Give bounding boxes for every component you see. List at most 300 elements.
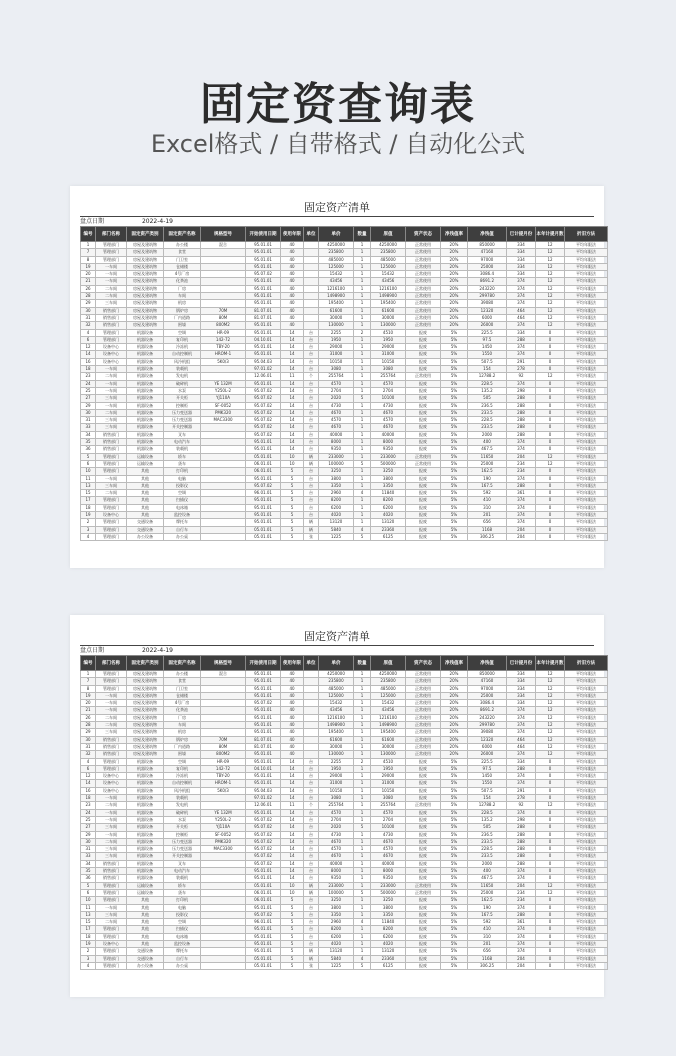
table-cell: 14 [281, 758, 304, 765]
table-cell: 报废 [406, 897, 441, 904]
table-cell: 台 [304, 897, 319, 904]
table-cell: 10150 [371, 787, 406, 794]
table-cell: 130000 [371, 751, 406, 758]
table-cell: 288 [507, 838, 536, 845]
table-cell: 0 [536, 831, 565, 838]
table-cell: 1 [354, 497, 371, 504]
table-cell: 500000 [371, 889, 406, 896]
table-cell: 195400 [319, 300, 354, 307]
table-cell: 20% [441, 300, 468, 307]
table-cell: 台 [304, 838, 319, 845]
table-cell: 5K0/3 [201, 358, 246, 365]
table-cell: 95.01.01 [246, 707, 281, 714]
table-cell: 台 [304, 860, 319, 867]
table-cell: 平均年限法 [565, 919, 608, 926]
table-cell: 1 [354, 387, 371, 394]
table-cell: 4250000 [371, 671, 406, 678]
table-cell: 2020 [319, 395, 354, 402]
table-cell: 47160 [468, 249, 507, 256]
table-cell: 正常使用 [406, 700, 441, 707]
table-cell: 162.5 [468, 468, 507, 475]
table-cell: 控制柜 [164, 831, 201, 838]
table-cell: 334 [507, 242, 536, 249]
table-cell: 设备中心 [96, 773, 127, 780]
table-cell: 报废 [406, 926, 441, 933]
table-cell: 三车间 [96, 424, 127, 431]
table-cell: 656 [468, 519, 507, 526]
table-cell: 36 [81, 875, 96, 882]
table-cell: 风冷机组 [164, 358, 201, 365]
table-cell: 5% [441, 482, 468, 489]
table-cell: 95.01.01 [246, 249, 281, 256]
table-cell: 23360 [371, 955, 406, 962]
table-row [81, 439, 608, 446]
page-subtitle: Excel格式 / 自带格式 / 自动化公式 [150, 130, 526, 158]
table-cell: 361 [507, 919, 536, 926]
table-cell: 平均年限法 [565, 948, 608, 955]
table-cell: 一车间 [96, 904, 127, 911]
table-cell: 扫描仪 [164, 497, 201, 504]
table-row [81, 787, 608, 794]
table-cell: 0 [536, 787, 565, 794]
table-cell: 管理部门 [96, 453, 127, 460]
table-row [81, 809, 608, 816]
table-cell: 4570 [319, 417, 354, 424]
table-cell: 设备中心 [96, 344, 127, 351]
table-cell: 1 [354, 380, 371, 387]
table-cell: HR-09 [201, 329, 246, 336]
table-cell: 1 [354, 671, 371, 678]
table-cell: 张 [304, 533, 319, 540]
table-cell: 平均年限法 [565, 707, 608, 714]
table-cell: 1498900 [319, 293, 354, 300]
table-cell: 机器设备 [127, 765, 164, 772]
table-cell: 0 [536, 955, 565, 962]
table-row [81, 351, 608, 358]
table-cell: 车间 [164, 722, 201, 729]
column-header: 编号 [81, 656, 96, 671]
table-cell [304, 714, 319, 721]
table-cell: 334 [507, 678, 536, 685]
table-cell: 管理部门 [96, 926, 127, 933]
table-cell: 4730 [371, 831, 406, 838]
table-cell: 12 [536, 678, 565, 685]
table-cell: 厂内道路 [164, 314, 201, 321]
table-cell: 房屋及建筑物 [127, 307, 164, 314]
table-cell: 400 [468, 439, 507, 446]
table-row [81, 933, 608, 940]
table-cell: 0 [536, 795, 565, 802]
table-cell: 20% [441, 271, 468, 278]
table-cell: 办公楼 [164, 671, 201, 678]
table-cell: 8200 [371, 497, 406, 504]
table-cell: 1498900 [371, 722, 406, 729]
meta-label: 盘点日期 [80, 218, 105, 225]
table-cell: 平均年限法 [565, 816, 608, 823]
table-cell: 平均年限法 [565, 685, 608, 692]
table-cell: 40 [281, 707, 304, 714]
table-cell: 报废 [406, 424, 441, 431]
table-cell: 机器设备 [127, 853, 164, 860]
table-cell: 1550 [468, 351, 507, 358]
table-cell: 报废 [406, 336, 441, 343]
table-cell: 开关柜 [164, 395, 201, 402]
table-cell: 1 [354, 802, 371, 809]
table-cell: 18 [81, 504, 96, 511]
table-row [81, 868, 608, 875]
table-cell: 30 [81, 409, 96, 416]
asset-table [80, 226, 608, 541]
table-cell: 二车间 [96, 409, 127, 416]
table-cell: 管理部门 [96, 685, 127, 692]
table-cell [201, 439, 246, 446]
table-cell: 房屋及建筑物 [127, 714, 164, 721]
table-cell: 4570 [371, 846, 406, 853]
table-cell: 5 [281, 497, 304, 504]
table-cell: 20% [441, 314, 468, 321]
table-cell: 1 [354, 504, 371, 511]
table-cell: 32 [81, 751, 96, 758]
table-row [81, 293, 608, 300]
table-cell: 平均年限法 [565, 519, 608, 526]
table-cell: 850000 [468, 671, 507, 678]
table-cell: 334 [507, 758, 536, 765]
table-cell: 机器设备 [127, 380, 164, 387]
table-cell: 4 [81, 758, 96, 765]
table-cell: 平均年限法 [565, 795, 608, 802]
table-cell [201, 511, 246, 518]
table-cell: 报废 [406, 853, 441, 860]
table-cell: 管理部门 [96, 468, 127, 475]
table-cell: 台 [304, 329, 319, 336]
table-cell: 4号厂房 [164, 271, 201, 278]
table-cell: 97.5 [468, 765, 507, 772]
table-cell: 风冷机组 [164, 787, 201, 794]
column-header: 部门名称 [96, 656, 127, 671]
table-cell: 3080 [319, 366, 354, 373]
table-cell: 报废 [406, 490, 441, 497]
table-cell: 其他 [127, 497, 164, 504]
table-cell: 冷冻机 [164, 344, 201, 351]
table-cell: 平均年限法 [565, 904, 608, 911]
table-cell: 3350 [319, 911, 354, 918]
table-cell: 12788.2 [468, 802, 507, 809]
table-cell: 报废 [406, 948, 441, 955]
table-cell: 20 [81, 271, 96, 278]
table-cell [201, 926, 246, 933]
table-cell: 机器设备 [127, 439, 164, 446]
table-cell: 95.01.01 [246, 285, 281, 292]
table-cell: 一车间 [96, 809, 127, 816]
table-cell: 5% [441, 453, 468, 460]
table-cell: 5 [281, 933, 304, 940]
table-cell: 5% [441, 468, 468, 475]
table-cell: 平均年限法 [565, 962, 608, 969]
table-cell: 2 [81, 948, 96, 955]
table-cell: 销售部门 [96, 446, 127, 453]
table-cell: SF-0052 [201, 402, 246, 409]
table-cell: 办公设备 [127, 533, 164, 540]
table-cell: 正常使用 [406, 678, 441, 685]
table-cell: 2020 [319, 824, 354, 831]
table-row [81, 846, 608, 853]
table-cell: 7 [81, 249, 96, 256]
table-cell: 3350 [371, 911, 406, 918]
table-cell: 正常使用 [406, 293, 441, 300]
table-cell: 平均年限法 [565, 285, 608, 292]
table-cell: 12 [536, 700, 565, 707]
table-cell: 报废 [406, 409, 441, 416]
table-cell: 374 [507, 497, 536, 504]
table-row [81, 387, 608, 394]
table-cell: 30000 [371, 314, 406, 321]
table-cell: 142-72 [201, 336, 246, 343]
table-cell: 14 [281, 380, 304, 387]
column-header: 净残值 [468, 656, 507, 671]
table-cell: 20% [441, 249, 468, 256]
table-cell: TBY-20 [201, 773, 246, 780]
table-cell [201, 729, 246, 736]
table-cell: 管理部门 [96, 671, 127, 678]
table-cell [201, 285, 246, 292]
table-cell: 1 [354, 511, 371, 518]
table-cell: 5% [441, 816, 468, 823]
table-cell: 平均年限法 [565, 729, 608, 736]
table-cell: 1 [354, 831, 371, 838]
table-cell: 销售部门 [96, 868, 127, 875]
table-cell: 正常使用 [406, 256, 441, 263]
table-row [81, 511, 608, 518]
table-cell: 29000 [371, 344, 406, 351]
table-cell: 6200 [371, 933, 406, 940]
table-cell: 485000 [319, 685, 354, 692]
table-cell: 288 [507, 831, 536, 838]
table-cell [304, 700, 319, 707]
table-cell: 306.25 [468, 533, 507, 540]
table-cell: 装载机 [164, 446, 201, 453]
table-cell: 4670 [371, 409, 406, 416]
table-cell: 三车间 [96, 853, 127, 860]
table-cell: 288 [507, 417, 536, 424]
table-cell: 5 [281, 911, 304, 918]
table-cell: 288 [507, 409, 536, 416]
table-cell: 平均年限法 [565, 446, 608, 453]
table-cell: 平均年限法 [565, 678, 608, 685]
table-cell: 平均年限法 [565, 882, 608, 889]
table-cell [201, 504, 246, 511]
table-cell: 其他 [127, 904, 164, 911]
table-cell: 39080 [468, 300, 507, 307]
table-cell: 台 [304, 439, 319, 446]
table-cell: 16 [81, 787, 96, 794]
table-cell: 办公桌 [164, 962, 201, 969]
table-cell: 空调 [164, 919, 201, 926]
table-row [81, 533, 608, 540]
table-cell: 报废 [406, 351, 441, 358]
table-cell: 234 [507, 897, 536, 904]
table-cell: 4 [81, 329, 96, 336]
table-cell: 12 [81, 773, 96, 780]
table-cell: 95.01.01 [246, 351, 281, 358]
table-cell: 投影仪 [164, 482, 201, 489]
table-cell: 电动汽车 [164, 439, 201, 446]
table-cell: 0 [536, 765, 565, 772]
table-cell: 95.01.01 [246, 300, 281, 307]
table-cell: 1 [354, 373, 371, 380]
table-cell: 243220 [468, 285, 507, 292]
table-cell: 台 [304, 511, 319, 518]
table-cell: 台 [304, 824, 319, 831]
table-cell: 平均年限法 [565, 460, 608, 467]
table-cell: 95.01.01 [246, 940, 281, 947]
table-cell: 0 [536, 446, 565, 453]
table-cell: 1 [354, 366, 371, 373]
table-cell: 台 [304, 336, 319, 343]
table-cell: 一车间 [96, 387, 127, 394]
table-row [81, 926, 608, 933]
table-cell: 81.07.01 [246, 307, 281, 314]
table-cell: 平均年限法 [565, 933, 608, 940]
table-cell: 81.07.01 [246, 743, 281, 750]
table-cell: 12320 [468, 736, 507, 743]
table-cell: 5% [441, 809, 468, 816]
table-cell: 房屋及建筑物 [127, 729, 164, 736]
table-cell: 95.01.01 [246, 692, 281, 699]
table-cell: 5 [281, 519, 304, 526]
column-header: 资产状态 [406, 227, 441, 242]
table-cell: 95.01.01 [246, 926, 281, 933]
table-cell: 40 [281, 278, 304, 285]
table-cell: 报废 [406, 875, 441, 882]
table-cell: 平均年限法 [565, 278, 608, 285]
table-cell: 20% [441, 242, 468, 249]
table-cell: 374 [507, 926, 536, 933]
table-cell: 机器设备 [127, 831, 164, 838]
table-cell: 台 [304, 868, 319, 875]
table-cell: 14 [281, 344, 304, 351]
table-row [81, 417, 608, 424]
table-cell: 374 [507, 940, 536, 947]
table-cell: 4570 [371, 380, 406, 387]
table-cell: 仓储楼 [164, 263, 201, 270]
table-cell: 201 [468, 511, 507, 518]
table-cell: 14 [281, 824, 304, 831]
table-cell: 0 [536, 911, 565, 918]
table-cell: 233000 [319, 453, 354, 460]
table-cell: 20% [441, 722, 468, 729]
table-cell: 70M [201, 736, 246, 743]
table-row [81, 482, 608, 489]
table-cell: 0 [536, 497, 565, 504]
table-cell: 20% [441, 278, 468, 285]
table-cell: 平均年限法 [565, 468, 608, 475]
table-cell: 其他 [127, 897, 164, 904]
table-cell: 3800 [319, 904, 354, 911]
table-cell: 房屋及建筑物 [127, 278, 164, 285]
table-cell: 2704 [371, 816, 406, 823]
table-cell: 299780 [468, 293, 507, 300]
table-cell: 报废 [406, 795, 441, 802]
table-cell [201, 919, 246, 926]
column-header: 原值 [371, 227, 406, 242]
table-cell: 3250 [371, 897, 406, 904]
table-cell: 台 [304, 395, 319, 402]
table-cell [201, 678, 246, 685]
table-cell: 14 [281, 358, 304, 365]
table-cell: 台 [304, 933, 319, 940]
table-cell: 28 [81, 293, 96, 300]
table-cell: 台 [304, 424, 319, 431]
column-header: 折旧方法 [565, 227, 608, 242]
table-cell: 288 [507, 846, 536, 853]
table-cell: 平均年限法 [565, 293, 608, 300]
sheet-preview-1 [70, 186, 604, 568]
table-cell: 299780 [468, 722, 507, 729]
table-cell: 三车间 [96, 482, 127, 489]
table-cell: 管理部门 [96, 948, 127, 955]
table-row [81, 278, 608, 285]
table-cell: 5% [441, 853, 468, 860]
table-cell: 4 [81, 533, 96, 540]
table-cell: 辆 [304, 889, 319, 896]
table-cell: 机器设备 [127, 395, 164, 402]
table-row [81, 249, 608, 256]
table-cell: YE 132M [201, 380, 246, 387]
table-cell: 228.5 [468, 380, 507, 387]
table-cell: 14 [281, 446, 304, 453]
table-cell: 打印机 [164, 897, 201, 904]
table-cell: 288 [507, 765, 536, 772]
table-cell: 34 [81, 860, 96, 867]
table-cell: 5% [441, 533, 468, 540]
table-cell: 14 [281, 816, 304, 823]
table-row [81, 729, 608, 736]
table-cell: 台 [304, 787, 319, 794]
table-row [81, 889, 608, 896]
table-cell: 95.07.02 [246, 911, 281, 918]
table-cell: 204 [507, 533, 536, 540]
table-cell: Y250L-2 [201, 816, 246, 823]
table-cell: 机器设备 [127, 824, 164, 831]
table-cell [304, 751, 319, 758]
table-cell: 4020 [371, 940, 406, 947]
table-cell: 95.01.01 [246, 729, 281, 736]
table-cell: 334 [507, 700, 536, 707]
table-cell: 14 [81, 351, 96, 358]
table-cell: 3800 [371, 904, 406, 911]
table-cell: 开关控制器 [164, 424, 201, 431]
table-cell [304, 249, 319, 256]
table-cell: 14 [281, 336, 304, 343]
table-cell: 报废 [406, 526, 441, 533]
table-cell: 水泵 [164, 816, 201, 823]
table-cell: YJ110A [201, 395, 246, 402]
table-cell: 23 [81, 802, 96, 809]
table-cell: 装载机 [164, 875, 201, 882]
table-cell: 0 [536, 417, 565, 424]
table-cell: 4250000 [319, 242, 354, 249]
table-row [81, 707, 608, 714]
table-row [81, 919, 608, 926]
table-cell: 平均年限法 [565, 868, 608, 875]
table-cell: 5 [354, 460, 371, 467]
table-cell: 台 [304, 351, 319, 358]
table-cell: 25 [81, 816, 96, 823]
table-cell [201, 722, 246, 729]
table-row [81, 366, 608, 373]
table-cell: 5 [281, 955, 304, 962]
table-cell: 29 [81, 831, 96, 838]
